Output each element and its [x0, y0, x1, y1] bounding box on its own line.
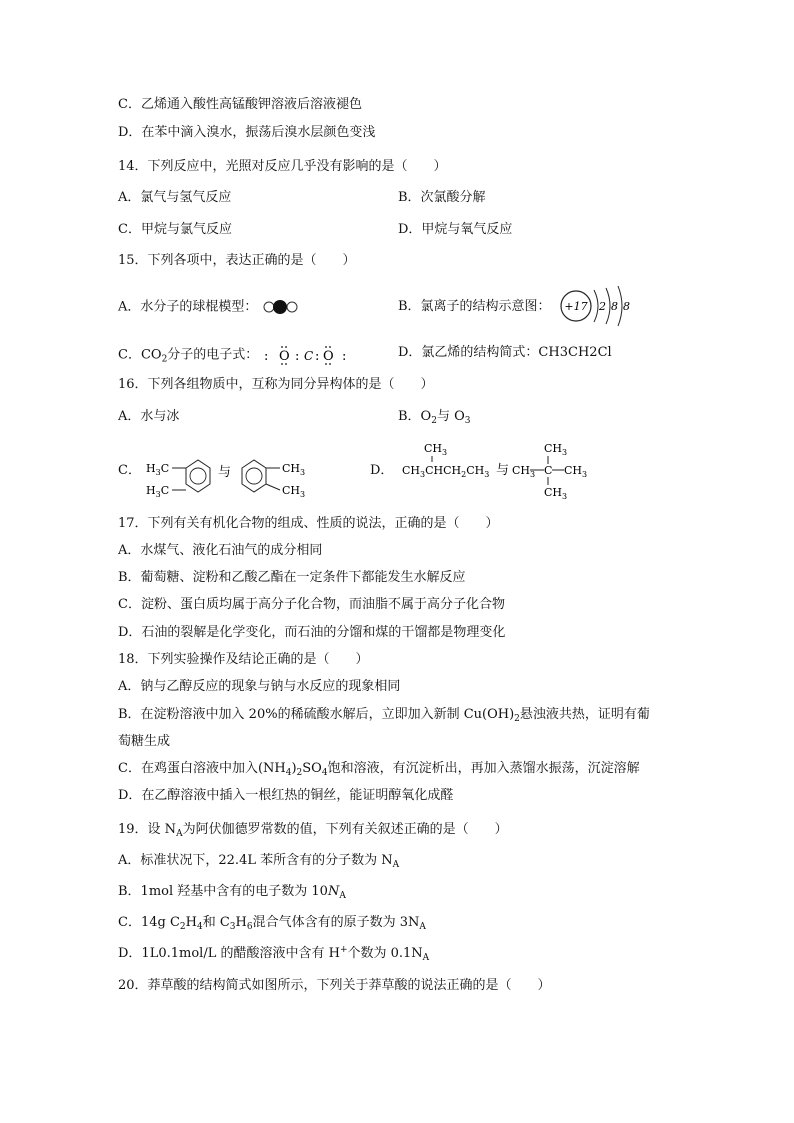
svg-text::: :	[264, 349, 269, 364]
q17-option-b: B．葡萄糖、淀粉和乙酸乙酯在一定条件下都能发生水解反应	[118, 570, 466, 585]
q16-option-d-label: D．	[370, 463, 394, 478]
svg-text:C: C	[544, 464, 553, 477]
q19-c-s1: 2	[179, 922, 186, 932]
shell-1: 2	[599, 300, 606, 313]
q18-option-b	[118, 706, 650, 724]
q19-d-end: 个数为 0.1N	[347, 946, 423, 961]
q15-option-b	[398, 298, 551, 316]
q15-c-sub: 2	[161, 354, 168, 365]
q19-option-b	[118, 883, 346, 901]
q19-stem-pre: 19．设 N	[118, 822, 177, 837]
q18-option-a: A．钠与乙醇反应的现象与钠与水反应的现象相同	[118, 679, 401, 694]
q16-c-and: 与	[218, 465, 232, 480]
q19-c-s4: 6	[246, 922, 253, 932]
svg-text:CH3: $CH_3$	[544, 442, 568, 457]
q16-b-mid: 与 O	[436, 409, 465, 424]
svg-text:C: C	[304, 349, 314, 363]
q19-b-pre: B．1mol 羟基中含有的电子数为 10	[118, 884, 328, 899]
q14-option-d: D．甲烷与氧气反应	[398, 222, 513, 237]
nucleus-charge: +17	[564, 300, 588, 313]
q19-d-sub: A	[422, 953, 430, 963]
q18-c-sub3: 4	[321, 768, 328, 778]
shell-3: 8	[623, 300, 630, 313]
q19-stem-end: 为阿伏伽德罗常数的值，下列有关叙述正确的是（ ）	[182, 822, 508, 837]
q18-b-sub: 2	[514, 714, 520, 724]
q18-c-pre: C．在鸡蛋白溶液中加入(NH	[118, 761, 286, 776]
q16-option-d-structures	[398, 440, 598, 502]
q14-option-b: B．次氯酸分解	[398, 190, 486, 205]
q19-c-end: 混合气体含有的原子数为 3N	[252, 915, 420, 930]
q18-stem: 18．下列实验操作及结论正确的是（ ）	[118, 652, 369, 667]
svg-text:CH3CHCH2CH3: $CH_3CHCH_2CH_3$	[402, 464, 490, 479]
q15-option-a	[118, 298, 302, 317]
q19-b-sub: A	[339, 891, 346, 901]
q13-option-c: C．乙烯通入酸性高锰酸钾溶液后溶液褪色	[118, 97, 362, 112]
q17-stem: 17．下列有关有机化合物的组成、性质的说法，正确的是（ ）	[118, 516, 499, 531]
q19-c-sub: A	[419, 922, 426, 932]
q15-d-f2: 2	[589, 345, 598, 360]
q15-option-a-text: A．水分子的球棍模型：	[118, 299, 258, 315]
svg-text::: :	[295, 349, 300, 364]
svg-text:O: O	[323, 349, 335, 364]
q14-option-c: C．甲烷与氯气反应	[118, 222, 232, 237]
q15-d-f3: Cl	[597, 345, 612, 360]
chloride-ion-structure-diagram	[556, 280, 636, 332]
svg-text::: :	[342, 349, 347, 364]
q18-option-d: D．在乙醇溶液中插入一根红热的铜丝，能证明醇氧化成醛	[118, 788, 454, 803]
q18-c-tail: 饱和溶液，有沉淀析出，再加入蒸馏水振荡，沉淀溶解	[327, 761, 640, 776]
q19-a-sub: A	[392, 860, 400, 870]
water-ball-stick-model	[262, 298, 302, 316]
q15-d-f0: 3	[559, 345, 568, 360]
svg-text:CH3: $CH_3$	[282, 462, 306, 477]
q19-d-sup: +	[339, 945, 348, 955]
q19-option-a	[118, 852, 399, 870]
q17-option-d: D．石油的裂解是化学变化，而石油的分馏和煤的干馏都是物理变化	[118, 625, 506, 640]
q19-c-s2: 4	[196, 922, 203, 932]
q15-option-d	[398, 344, 612, 362]
q20-stem: 20．莽草酸的结构简式如图所示，下列关于莽草酸的说法正确的是（ ）	[118, 978, 551, 993]
q18-b-end: 悬浊液共热，证明有葡	[519, 707, 650, 722]
svg-text::: :	[315, 349, 320, 364]
q19-c-and: 和 C	[202, 915, 230, 930]
q19-a-pre: A．标准状况下，22.4L 苯所含有的分子数为 N	[118, 853, 393, 868]
q19-option-c	[118, 914, 426, 932]
q16-option-c-structures	[142, 452, 322, 504]
q15-option-b-text: B．氯离子的结构示意图：	[398, 299, 551, 314]
q16-d-and: 与	[496, 463, 510, 478]
q16-b-sub2: 3	[464, 416, 471, 426]
q18-c-sub2: 2	[296, 768, 303, 778]
q19-b-n: N	[327, 884, 340, 899]
q19-stem	[118, 821, 508, 839]
q16-option-a: A．水与冰	[118, 409, 180, 424]
svg-text:CH3: $CH_3$	[564, 464, 588, 479]
svg-text:CH3: $CH_3$	[544, 486, 568, 501]
q17-option-a: A．水煤气、液化石油气的成分相同	[118, 543, 323, 558]
svg-text:O: O	[279, 349, 291, 364]
q18-option-b-cont: 萄糖生成	[118, 734, 171, 749]
q15-option-c	[118, 344, 354, 366]
q16-stem: 16．下列各组物质中，互称为同分异构体的是（ ）	[118, 377, 434, 392]
q18-c-sub1: 4	[285, 768, 292, 778]
q18-c-mid: )	[291, 761, 297, 776]
q15-stem: 15．下列各项中，表达正确的是（ ）	[118, 253, 356, 268]
q15-c-suffix: 分子的电子式：	[167, 347, 259, 363]
q19-c-h2: H	[235, 915, 247, 930]
svg-text:CH3: $CH_3$	[282, 484, 306, 499]
svg-text:H3C: $H_3C$	[146, 462, 170, 477]
q18-b-text: B．在淀粉溶液中加入 20%的稀硫酸水解后，立即加入新制 Cu(OH)	[118, 707, 515, 722]
svg-text:CH3: $CH_3$	[424, 442, 448, 457]
q18-c-end: SO	[302, 761, 322, 776]
q14-option-a: A．氯气与氢气反应	[118, 190, 232, 205]
shell-2: 8	[611, 300, 618, 313]
q16-option-b	[398, 408, 470, 426]
q19-c-h: H	[185, 915, 197, 930]
q13-option-d: D．在苯中滴入溴水，振荡后溴水层颜色变浅	[118, 125, 376, 140]
svg-text:H3C: $H_3C$	[146, 484, 170, 499]
q16-option-c-label: C．	[118, 463, 141, 478]
q15-d-text: D．氯乙烯的结构简式：CH	[398, 345, 560, 360]
q19-stem-sub: A	[176, 829, 183, 839]
svg-text:CH3: $CH_3$	[512, 464, 536, 479]
q18-option-c	[118, 760, 640, 778]
q19-d-pre: D．1L0.1mol/L 的醋酸溶液中含有 H	[118, 946, 340, 961]
q15-c-prefix: C．CO	[118, 347, 162, 363]
q16-b-sub1: 2	[431, 416, 437, 426]
q19-c-s3: 3	[229, 922, 236, 932]
q16-b-prefix: B．O	[398, 409, 432, 424]
q15-d-f1: CH	[568, 345, 590, 360]
q17-option-c: C．淀粉、蛋白质均属于高分子化合物，而油脂不属于高分子化合物	[118, 597, 505, 612]
q14-stem: 14．下列反应中，光照对反应几乎没有影响的是（ ）	[118, 159, 447, 174]
q19-c-pre: C．14g C	[118, 915, 180, 930]
q19-option-d	[118, 945, 429, 963]
co2-electron-formula	[262, 344, 354, 366]
